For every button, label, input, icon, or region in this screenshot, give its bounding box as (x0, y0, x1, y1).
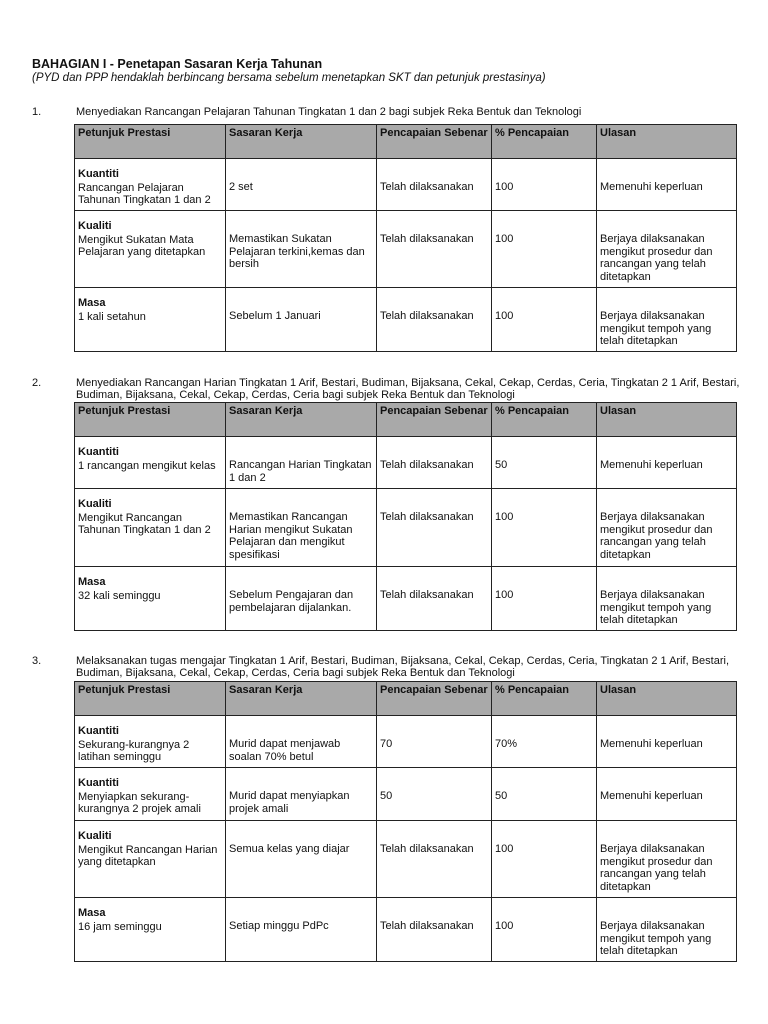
sasaran-cell (226, 768, 377, 821)
sasaran-cell (226, 211, 377, 288)
column-header: % Pencapaian (492, 682, 597, 716)
peratus-cell (492, 716, 597, 768)
table-row (75, 716, 737, 768)
column-header: Pencapaian Sebenar (377, 125, 492, 159)
pencapaian-text: Telah dilaksanakan (380, 843, 474, 855)
category-label: Kualiti (78, 830, 112, 842)
sasaran-text: Murid dapat menjawab soalan 70% betul (229, 738, 341, 763)
peratus-text: 50 (495, 459, 508, 471)
sasaran-text: Semua kelas yang diajar (229, 843, 350, 855)
peratus-text: 100 (495, 511, 514, 523)
ulasan-text: Memenuhi keperluan (600, 790, 703, 802)
ulasan-text: Berjaya dilaksanakan mengikut tempoh yang telah ditetapkan (600, 310, 712, 347)
skt-table (74, 402, 737, 631)
section-description: Menyediakan Rancangan Pelajaran Tahunan Tingkatan 1 dan 2 bagi subjek Reka Bentuk dan Teknologi (76, 106, 582, 118)
section-number: 2. (32, 377, 42, 389)
ulasan-text: Berjaya dilaksanakan mengikut tempoh yang telah ditetapkan (600, 920, 712, 957)
peratus-text: 100 (495, 589, 514, 601)
skt-table (74, 681, 737, 962)
peratus-cell (492, 821, 597, 898)
ulasan-cell (597, 437, 737, 489)
ulasan-cell (597, 211, 737, 288)
sasaran-text: Setiap minggu PdPc (229, 920, 329, 932)
table-row (75, 821, 737, 898)
sasaran-cell (226, 567, 377, 631)
column-header: Sasaran Kerja (226, 682, 377, 716)
category-label: Kualiti (78, 498, 112, 510)
section-description: Menyediakan Rancangan Harian Tingkatan 1 Arif, Bestari, Budiman, Bijaksana, Cekal, Cekap, Cerdas, Ceria, Tingkatan 2 1 Arif, Bestari, Budiman, Bijaksana, Cekal, Cekap, Cerdas, Ceria bagi subjek Reka Bentuk dan Teknologi (76, 377, 740, 401)
pencapaian-cell (377, 159, 492, 211)
category-label: Kuantiti (78, 168, 119, 180)
ulasan-cell (597, 898, 737, 962)
petunjuk-text: 1 rancangan mengikut kelas (78, 459, 216, 472)
sasaran-cell (226, 288, 377, 352)
pencapaian-text: 70 (380, 738, 393, 750)
pencapaian-text: 50 (380, 790, 393, 802)
column-header: % Pencapaian (492, 403, 597, 437)
sasaran-text: Sebelum 1 Januari (229, 310, 321, 322)
column-header: Ulasan (597, 403, 737, 437)
peratus-cell (492, 159, 597, 211)
petunjuk-cell (75, 288, 226, 352)
pencapaian-cell (377, 211, 492, 288)
ulasan-text: Memenuhi keperluan (600, 459, 703, 471)
column-header: Pencapaian Sebenar (377, 403, 492, 437)
column-header: % Pencapaian (492, 125, 597, 159)
petunjuk-text: Sekurang-kurangnya 2 latihan seminggu (78, 738, 190, 763)
sasaran-text: Memastikan Rancangan Harian mengikut Sukatan Pelajaran dan mengikut spesifikasi (229, 511, 353, 561)
table-header-row (75, 403, 737, 437)
table-row (75, 288, 737, 352)
petunjuk-cell (75, 716, 226, 768)
petunjuk-cell (75, 489, 226, 567)
petunjuk-text: Mengikut Rancangan Harian yang ditetapkan (78, 843, 218, 868)
sasaran-text: Sebelum Pengajaran dan pembelajaran dijalankan. (229, 589, 354, 614)
pencapaian-cell (377, 288, 492, 352)
pencapaian-text: Telah dilaksanakan (380, 511, 474, 523)
pencapaian-text: Telah dilaksanakan (380, 181, 474, 193)
ulasan-cell (597, 716, 737, 768)
petunjuk-text: Menyiapkan sekurang-kurangnya 2 projek amali (78, 790, 201, 815)
pencapaian-cell (377, 489, 492, 567)
section-number: 3. (32, 655, 42, 667)
petunjuk-cell (75, 567, 226, 631)
table-row (75, 898, 737, 962)
peratus-cell (492, 288, 597, 352)
petunjuk-text: Rancangan Pelajaran Tahunan Tingkatan 1 dan 2 (78, 181, 211, 206)
petunjuk-text: 1 kali setahun (78, 310, 146, 323)
petunjuk-text: 16 jam seminggu (78, 920, 162, 933)
sasaran-cell (226, 821, 377, 898)
pencapaian-cell (377, 437, 492, 489)
peratus-cell (492, 437, 597, 489)
petunjuk-cell (75, 821, 226, 898)
peratus-text: 100 (495, 181, 514, 193)
peratus-cell (492, 489, 597, 567)
peratus-cell (492, 211, 597, 288)
ulasan-text: Berjaya dilaksanakan mengikut prosedur dan rancangan yang telah ditetapkan (600, 511, 713, 561)
column-header: Sasaran Kerja (226, 125, 377, 159)
pencapaian-text: Telah dilaksanakan (380, 233, 474, 245)
pencapaian-cell (377, 567, 492, 631)
ulasan-text: Memenuhi keperluan (600, 738, 703, 750)
pencapaian-text: Telah dilaksanakan (380, 459, 474, 471)
petunjuk-cell (75, 211, 226, 288)
section-number: 1. (32, 106, 42, 118)
category-label: Masa (78, 297, 106, 309)
ulasan-text: Berjaya dilaksanakan mengikut prosedur dan rancangan yang telah ditetapkan (600, 233, 713, 283)
ulasan-cell (597, 159, 737, 211)
table-row (75, 159, 737, 211)
ulasan-text: Berjaya dilaksanakan mengikut prosedur dan rancangan yang telah ditetapkan (600, 843, 713, 893)
column-header: Petunjuk Prestasi (75, 125, 226, 159)
pencapaian-cell (377, 768, 492, 821)
peratus-text: 100 (495, 233, 514, 245)
category-label: Kuantiti (78, 777, 119, 789)
petunjuk-cell (75, 437, 226, 489)
column-header: Ulasan (597, 125, 737, 159)
peratus-text: 100 (495, 920, 514, 932)
column-header: Petunjuk Prestasi (75, 682, 226, 716)
peratus-cell (492, 768, 597, 821)
ulasan-cell (597, 288, 737, 352)
petunjuk-cell (75, 768, 226, 821)
category-label: Masa (78, 907, 106, 919)
sasaran-text: 2 set (229, 181, 253, 193)
petunjuk-cell (75, 898, 226, 962)
sasaran-text: Rancangan Harian Tingkatan 1 dan 2 (229, 459, 372, 484)
pencapaian-cell (377, 821, 492, 898)
table-row (75, 768, 737, 821)
peratus-text: 50 (495, 790, 508, 802)
table-row (75, 211, 737, 288)
table-header-row (75, 682, 737, 716)
ulasan-cell (597, 567, 737, 631)
sasaran-cell (226, 716, 377, 768)
page-subtitle: (PYD dan PPP hendaklah berbincang bersama sebelum menetapkan SKT dan petunjuk prestasinya) (32, 72, 546, 84)
sasaran-text: Memastikan Sukatan Pelajaran terkini,kemas dan bersih (229, 233, 365, 270)
ulasan-cell (597, 768, 737, 821)
column-header: Sasaran Kerja (226, 403, 377, 437)
petunjuk-text: Mengikut Sukatan Mata Pelajaran yang ditetapkan (78, 233, 206, 258)
sasaran-text: Murid dapat menyiapkan projek amali (229, 790, 350, 815)
column-header: Petunjuk Prestasi (75, 403, 226, 437)
peratus-cell (492, 898, 597, 962)
section-description: Melaksanakan tugas mengajar Tingkatan 1 Arif, Bestari, Budiman, Bijaksana, Cekal, Cekap, Cerdas, Ceria, Tingkatan 2 1 Arif, Bestari, Budiman, Bijaksana, Cekal, Cekap, Cerdas, Ceria bagi subjek Reka Bentuk dan Teknologi (76, 655, 730, 679)
peratus-text: 70% (495, 738, 518, 750)
ulasan-cell (597, 821, 737, 898)
petunjuk-text: 32 kali seminggu (78, 589, 161, 602)
column-header: Ulasan (597, 682, 737, 716)
ulasan-cell (597, 489, 737, 567)
ulasan-text: Memenuhi keperluan (600, 181, 703, 193)
skt-table (74, 124, 737, 352)
sasaran-cell (226, 489, 377, 567)
page-title: BAHAGIAN I - Penetapan Sasaran Kerja Tahunan (32, 57, 323, 71)
peratus-text: 100 (495, 310, 514, 322)
category-label: Masa (78, 576, 106, 588)
category-label: Kualiti (78, 220, 112, 232)
pencapaian-cell (377, 716, 492, 768)
pencapaian-text: Telah dilaksanakan (380, 589, 474, 601)
category-label: Kuantiti (78, 725, 119, 737)
petunjuk-text: Mengikut Rancangan Tahunan Tingkatan 1 dan 2 (78, 511, 211, 536)
table-row (75, 489, 737, 567)
peratus-text: 100 (495, 843, 514, 855)
ulasan-text: Berjaya dilaksanakan mengikut tempoh yang telah ditetapkan (600, 589, 712, 626)
table-row (75, 567, 737, 631)
pencapaian-text: Telah dilaksanakan (380, 920, 474, 932)
pencapaian-cell (377, 898, 492, 962)
sasaran-cell (226, 437, 377, 489)
table-row (75, 437, 737, 489)
pencapaian-text: Telah dilaksanakan (380, 310, 474, 322)
sasaran-cell (226, 159, 377, 211)
sasaran-cell (226, 898, 377, 962)
petunjuk-cell (75, 159, 226, 211)
peratus-cell (492, 567, 597, 631)
category-label: Kuantiti (78, 446, 119, 458)
column-header: Pencapaian Sebenar (377, 682, 492, 716)
table-header-row (75, 125, 737, 159)
